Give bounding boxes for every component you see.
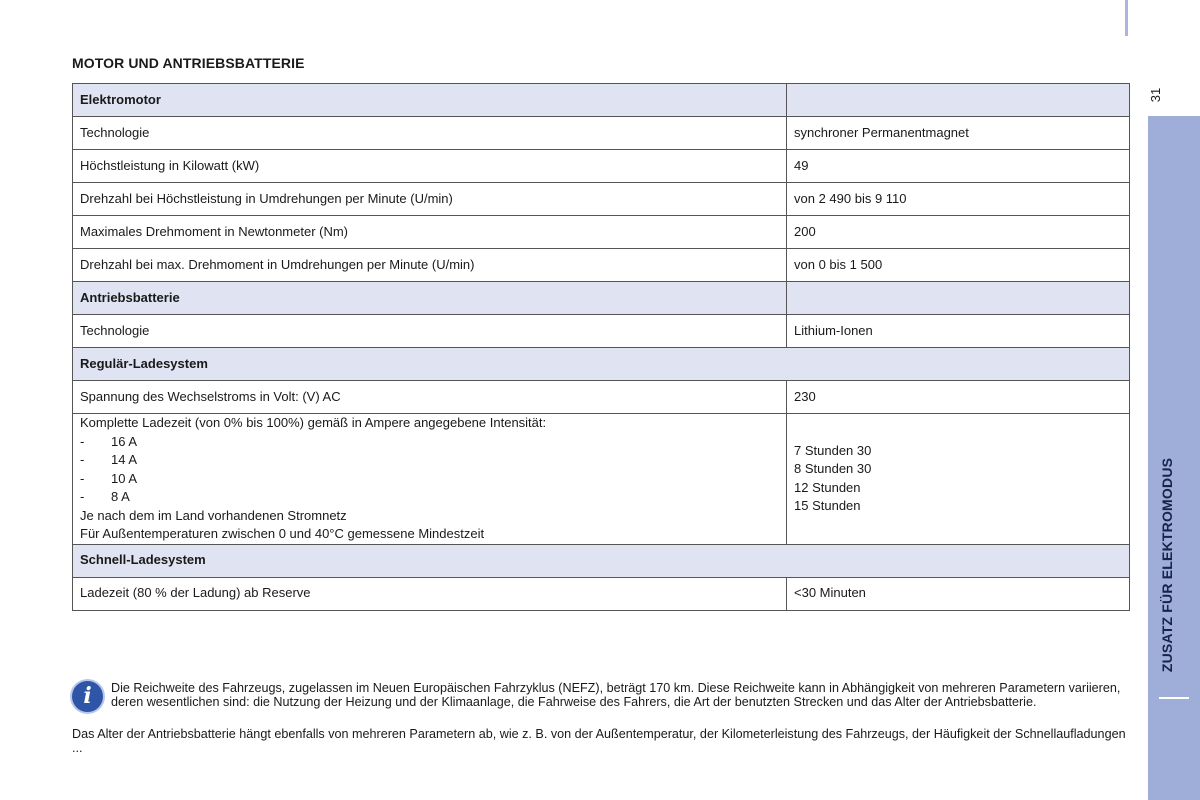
table-row [73,315,1130,348]
ladezeit-note: Für Außentemperaturen zwischen 0 und 40°C gemessene Mindestzeit [80,526,485,541]
row-value: synchroner Permanentmagnet [787,117,1130,150]
header-row-regulaer-ladesystem [73,348,1130,381]
header-cell: Schnell-Ladesystem [73,544,1130,577]
row-label: Spannung des Wechselstroms in Volt: (V) AC [73,381,787,414]
table-row [73,249,1130,282]
page-number: 31 [1148,87,1163,103]
top-rule [1125,0,1128,36]
list-item-label: 8 A [111,489,130,504]
info-text: Die Reichweite des Fahrzeugs, zugelassen im Neuen Europäischen Fahrzyklus (NEFZ), beträgt 170 km. Diese Reichweite kann in Abhängigkeit von mehreren Parametern variieren, deren wesentlichen sind: die Nutzung der Heizung und der Klimaanlage, die Fahrweise des Fahrers, die Art der benutzten Strecken und das Alter der Antriebsbatterie. [111,681,1121,710]
row-label: Technologie [73,315,787,348]
dash: - [80,433,85,449]
table-row [73,577,1130,610]
row-value: 49 [787,150,1130,183]
row-label: Drehzahl bei max. Drehmoment in Umdrehungen per Minute (U/min) [73,249,787,282]
row-label: Höchstleistung in Kilowatt (kW) [73,150,787,183]
table-row [73,150,1130,183]
ladezeit-note: Je nach dem im Land vorhandenen Stromnetz [80,507,347,523]
dash: - [80,452,85,467]
header-row-elektromotor [73,84,1130,117]
spec-table [72,83,1130,611]
header-cell: Antriebsbatterie [73,282,787,315]
header-cell: Elektromotor [73,84,787,117]
row-label: Maximales Drehmoment in Newtonmeter (Nm) [73,216,787,249]
row-label: Technologie [73,117,787,150]
ladezeit-intro: Komplette Ladezeit (von 0% bis 100%) gemäß in Ampere angegebene Intensität: [80,415,547,430]
row-label: Drehzahl bei Höchstleistung in Umdrehungen per Minute (U/min) [73,183,787,216]
list-item [80,433,779,452]
header-cell: Regulär-Ladesystem [73,348,1130,381]
header-cell-empty [787,282,1130,315]
row-value: 200 [787,216,1130,249]
table-row [73,381,1130,414]
list-item-label: 10 A [111,470,138,486]
extra-text: Das Alter der Antriebsbatterie hängt ebenfalls von mehreren Parametern ab, wie z. B. von der Außentemperatur, der Kilometerleistung des Fahrzeugs, der Häufigkeit der Schnellaufladungen ... [72,727,1126,756]
ladezeit-label-cell [73,414,787,545]
header-row-antriebsbatterie [73,282,1130,315]
row-value: 230 [787,381,1130,414]
header-cell-empty [787,84,1130,117]
ladezeit-value: 12 Stunden [794,479,861,495]
table-row [73,183,1130,216]
row-value: von 2 490 bis 9 110 [787,183,1130,216]
list-item-label: 16 A [111,433,138,449]
list-item [80,488,779,507]
table-row-ladezeit [73,414,1130,545]
ladezeit-value: 8 Stunden 30 [794,461,872,477]
row-value: von 0 bis 1 500 [787,249,1130,282]
info-icon: i [72,681,103,712]
ladezeit-value: 15 Stunden [794,498,861,514]
row-value: Lithium-Ionen [787,315,1130,348]
list-item-label: 14 A [111,452,138,467]
table-row [73,117,1130,150]
ladezeit-value: 7 Stunden 30 [794,442,872,458]
ladezeit-list [80,433,779,507]
row-label: Ladezeit (80 % der Ladung) ab Reserve [73,577,787,610]
dash: - [80,470,85,486]
side-tab-label: ZUSATZ FÜR ELEKTROMODUS [1159,457,1175,673]
side-tab-divider [1159,697,1189,699]
list-item [80,470,779,489]
list-item [80,451,779,470]
ladezeit-value-cell [787,414,1130,545]
table-row [73,216,1130,249]
dash: - [80,489,85,504]
section-title: MOTOR UND ANTRIEBSBATTERIE [72,55,305,71]
row-value: <30 Minuten [787,577,1130,610]
header-row-schnell-ladesystem [73,544,1130,577]
